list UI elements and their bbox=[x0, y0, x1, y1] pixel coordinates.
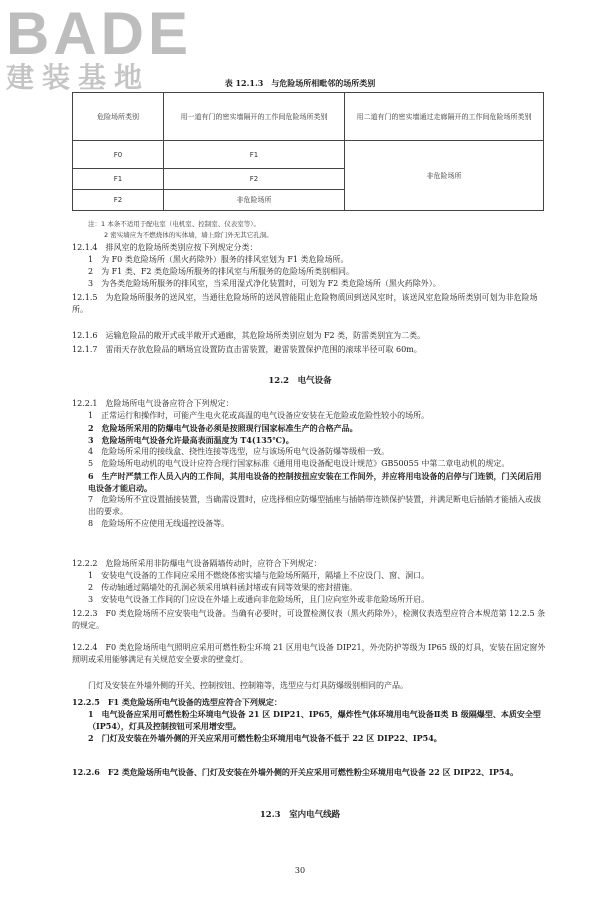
table-cell: F0 bbox=[73, 141, 164, 169]
clause-12-2-4-paragraph: 门灯及安装在外墙外侧的开关、控制按钮、控制箱等，选型应与灯具防爆级别相同的产品。 bbox=[88, 681, 408, 690]
clause-12-1-6: 12.1.6 运输危险品的敞开式或半敞开式通廊，其危险场所类别应划为 F2 类，防雷类别宜为二类。 bbox=[72, 331, 426, 340]
list-item: 3 为各类危险场所服务的排风室，当采用湿式净化装置时，可划为 F2 类危险场所（黑火药除外）。 bbox=[88, 279, 441, 288]
list-item: 5 危险场所电动机的电气设计应符合现行国家标准《通用用电设备配电设计规范》GB50055 中第二章电动机的规定。 bbox=[88, 459, 510, 468]
table-cell: 非危险场所 bbox=[426, 171, 462, 180]
table-header-cell: 用二道有门的密实墙通过走廊隔开的工作间危险场所类别 bbox=[345, 93, 544, 141]
list-item: 3 安装电气设备工作间的门应设在外墙上或通向非危险场所，且门应向室外或非危险场所开启。 bbox=[88, 595, 430, 604]
table-cell: F2 bbox=[164, 169, 345, 190]
list-item: 3 危险场所电气设备允许最高表面温度为 T4(135℃)。 bbox=[88, 435, 294, 445]
list-item: 2 为 F1 类、F2 类危险场所服务的排风室与所服务的危险场所类别相同。 bbox=[88, 267, 354, 276]
clause-lead: 12.2.5 F1 类危险场所电气设备的选型应符合下列规定： bbox=[72, 697, 282, 707]
clause-12-1-4 bbox=[72, 242, 548, 290]
clause-12-2-3: 12.2.3 F0 类危险场所不应安装电气设备。当确有必要时，可设置检测仪表（黑火药除外），检测仪表选型应符合本规范第 12.2.5 条的规定。 bbox=[72, 609, 546, 630]
clause-12-2-4: 12.2.4 F0 类危险场所电气照明应采用可燃性粉尘环境 21 区用电气设备 DIP21，外壳防护等级为 IP65 级的灯具，安装在固定窗外照明或采用能够满足有关规范安全要求的壁龛灯。 bbox=[72, 643, 546, 664]
list-item: 1 为 F0 类危险场所（黑火药除外）服务的排风室划为 F1 类危险场所。 bbox=[88, 255, 349, 264]
clause-12-2-2 bbox=[72, 558, 548, 606]
list-item: 1 安装电气设备的工作间应采用不燃烧体密实墙与危险场所隔开，隔墙上不应设门、窗、洞口。 bbox=[88, 571, 430, 580]
table-cell: 非危险场所 bbox=[164, 190, 345, 211]
table-note-2: 2 密实墙应为不燃烧体的实体墙，墙上除门外无其它孔洞。 bbox=[104, 231, 273, 239]
list-item: 1 正常运行和操作时，可能产生电火花或高温的电气设备应安装在无危险或危险性较小的场所。 bbox=[88, 411, 430, 420]
clause-lead: 12.2.2 危险场所采用非防爆电气设备隔墙传动时，应符合下列规定： bbox=[72, 559, 322, 568]
table-header-cell: 用一道有门的密实墙隔开的工作间危险场所类别 bbox=[164, 93, 345, 141]
list-item: 1 电气设备应采用可燃性粉尘环境电气设备 21 区 DIP21、IP65，爆炸性气体环境用电气设备Ⅱ类 B 级隔爆型、本质安全型（IP54），灯具及控制按钮可采用增安型。 bbox=[88, 709, 541, 731]
list-item: 2 危险场所采用的防爆电气设备必须是按照现行国家标准生产的合格产品。 bbox=[88, 423, 358, 433]
list-item: 2 传动轴通过隔墙处的孔洞必须采用填料函封堵或有同等效果的密封措施。 bbox=[88, 583, 358, 592]
clause-12-1-7: 12.1.7 雷雨天存放危险品的晒场宜设置防直击雷装置，避雷装置保护范围的滚球半径可取 60m。 bbox=[72, 345, 422, 354]
clause-lead: 12.2.1 危险场所电气设备应符合下列规定： bbox=[72, 399, 234, 408]
table-header-row bbox=[73, 93, 544, 141]
table-cell: F1 bbox=[164, 141, 345, 169]
list-item: 4 危险场所采用的接线盒、挠性连接等选型，应与该场所电气设备防爆等级相一致。 bbox=[88, 447, 390, 456]
table-note-1: 注：1 本条不适用于配电室（电机室、控制室、仪表室等）。 bbox=[88, 220, 260, 228]
clause-12-2-6: 12.2.6 F2 类危险场所电气设备、门灯及安装在外墙外侧的开关应采用可燃性粉尘环境用电气设备 22 区 DIP22、IP54。 bbox=[72, 767, 519, 777]
clause-lead: 12.1.4 排风室的危险场所类别应按下列规定分类： bbox=[72, 243, 258, 252]
list-item: 2 门灯及安装在外墙外侧的开关应采用可燃性粉尘环境用电气设备不低于 22 区 DIP22、IP54。 bbox=[88, 733, 442, 743]
table-header-cell: 危险场所类别 bbox=[73, 93, 164, 141]
list-item: 6 生产时严禁工作人员入内的工作间，其用电设备的控制按扭应安装在工作间外，并应将用电设备的启停与门连锁，门关闭后用电设备才能启动。 bbox=[88, 471, 542, 493]
table-cell: F1 bbox=[73, 169, 164, 190]
page-number: 30 bbox=[294, 866, 306, 875]
section-heading: 12.3 室内电气线路 bbox=[259, 810, 341, 820]
list-item: 7 危险场所不宜设置插接装置，当确需设置时，应选择相应防爆型插座与插销带连锁保护装置，并满足断电后插销才能插入或拔出的要求。 bbox=[88, 495, 542, 516]
table-cell: F2 bbox=[73, 190, 164, 211]
section-heading: 12.2 电气设备 bbox=[268, 376, 332, 386]
list-item: 8 危险场所不应使用无线遥控设备等。 bbox=[88, 519, 230, 528]
clause-12-2-1 bbox=[72, 398, 548, 530]
table-merged-cell bbox=[345, 141, 544, 211]
logo-subtitle: 建装基地 bbox=[6, 61, 151, 94]
hazard-table bbox=[72, 92, 544, 211]
clause-12-2-5 bbox=[72, 696, 548, 744]
table-row bbox=[73, 141, 544, 169]
table-caption: 表 12.1.3 与危险场所相毗邻的场所类别 bbox=[224, 78, 376, 88]
clause-12-1-5: 12.1.5 为危险场所服务的送风室，当通往危险场所的送风管能阻止危险物质回到送风室时，该送风室危险场所类别可划为非危险场所。 bbox=[72, 293, 538, 314]
logo-wordmark: BADE bbox=[6, 0, 193, 67]
